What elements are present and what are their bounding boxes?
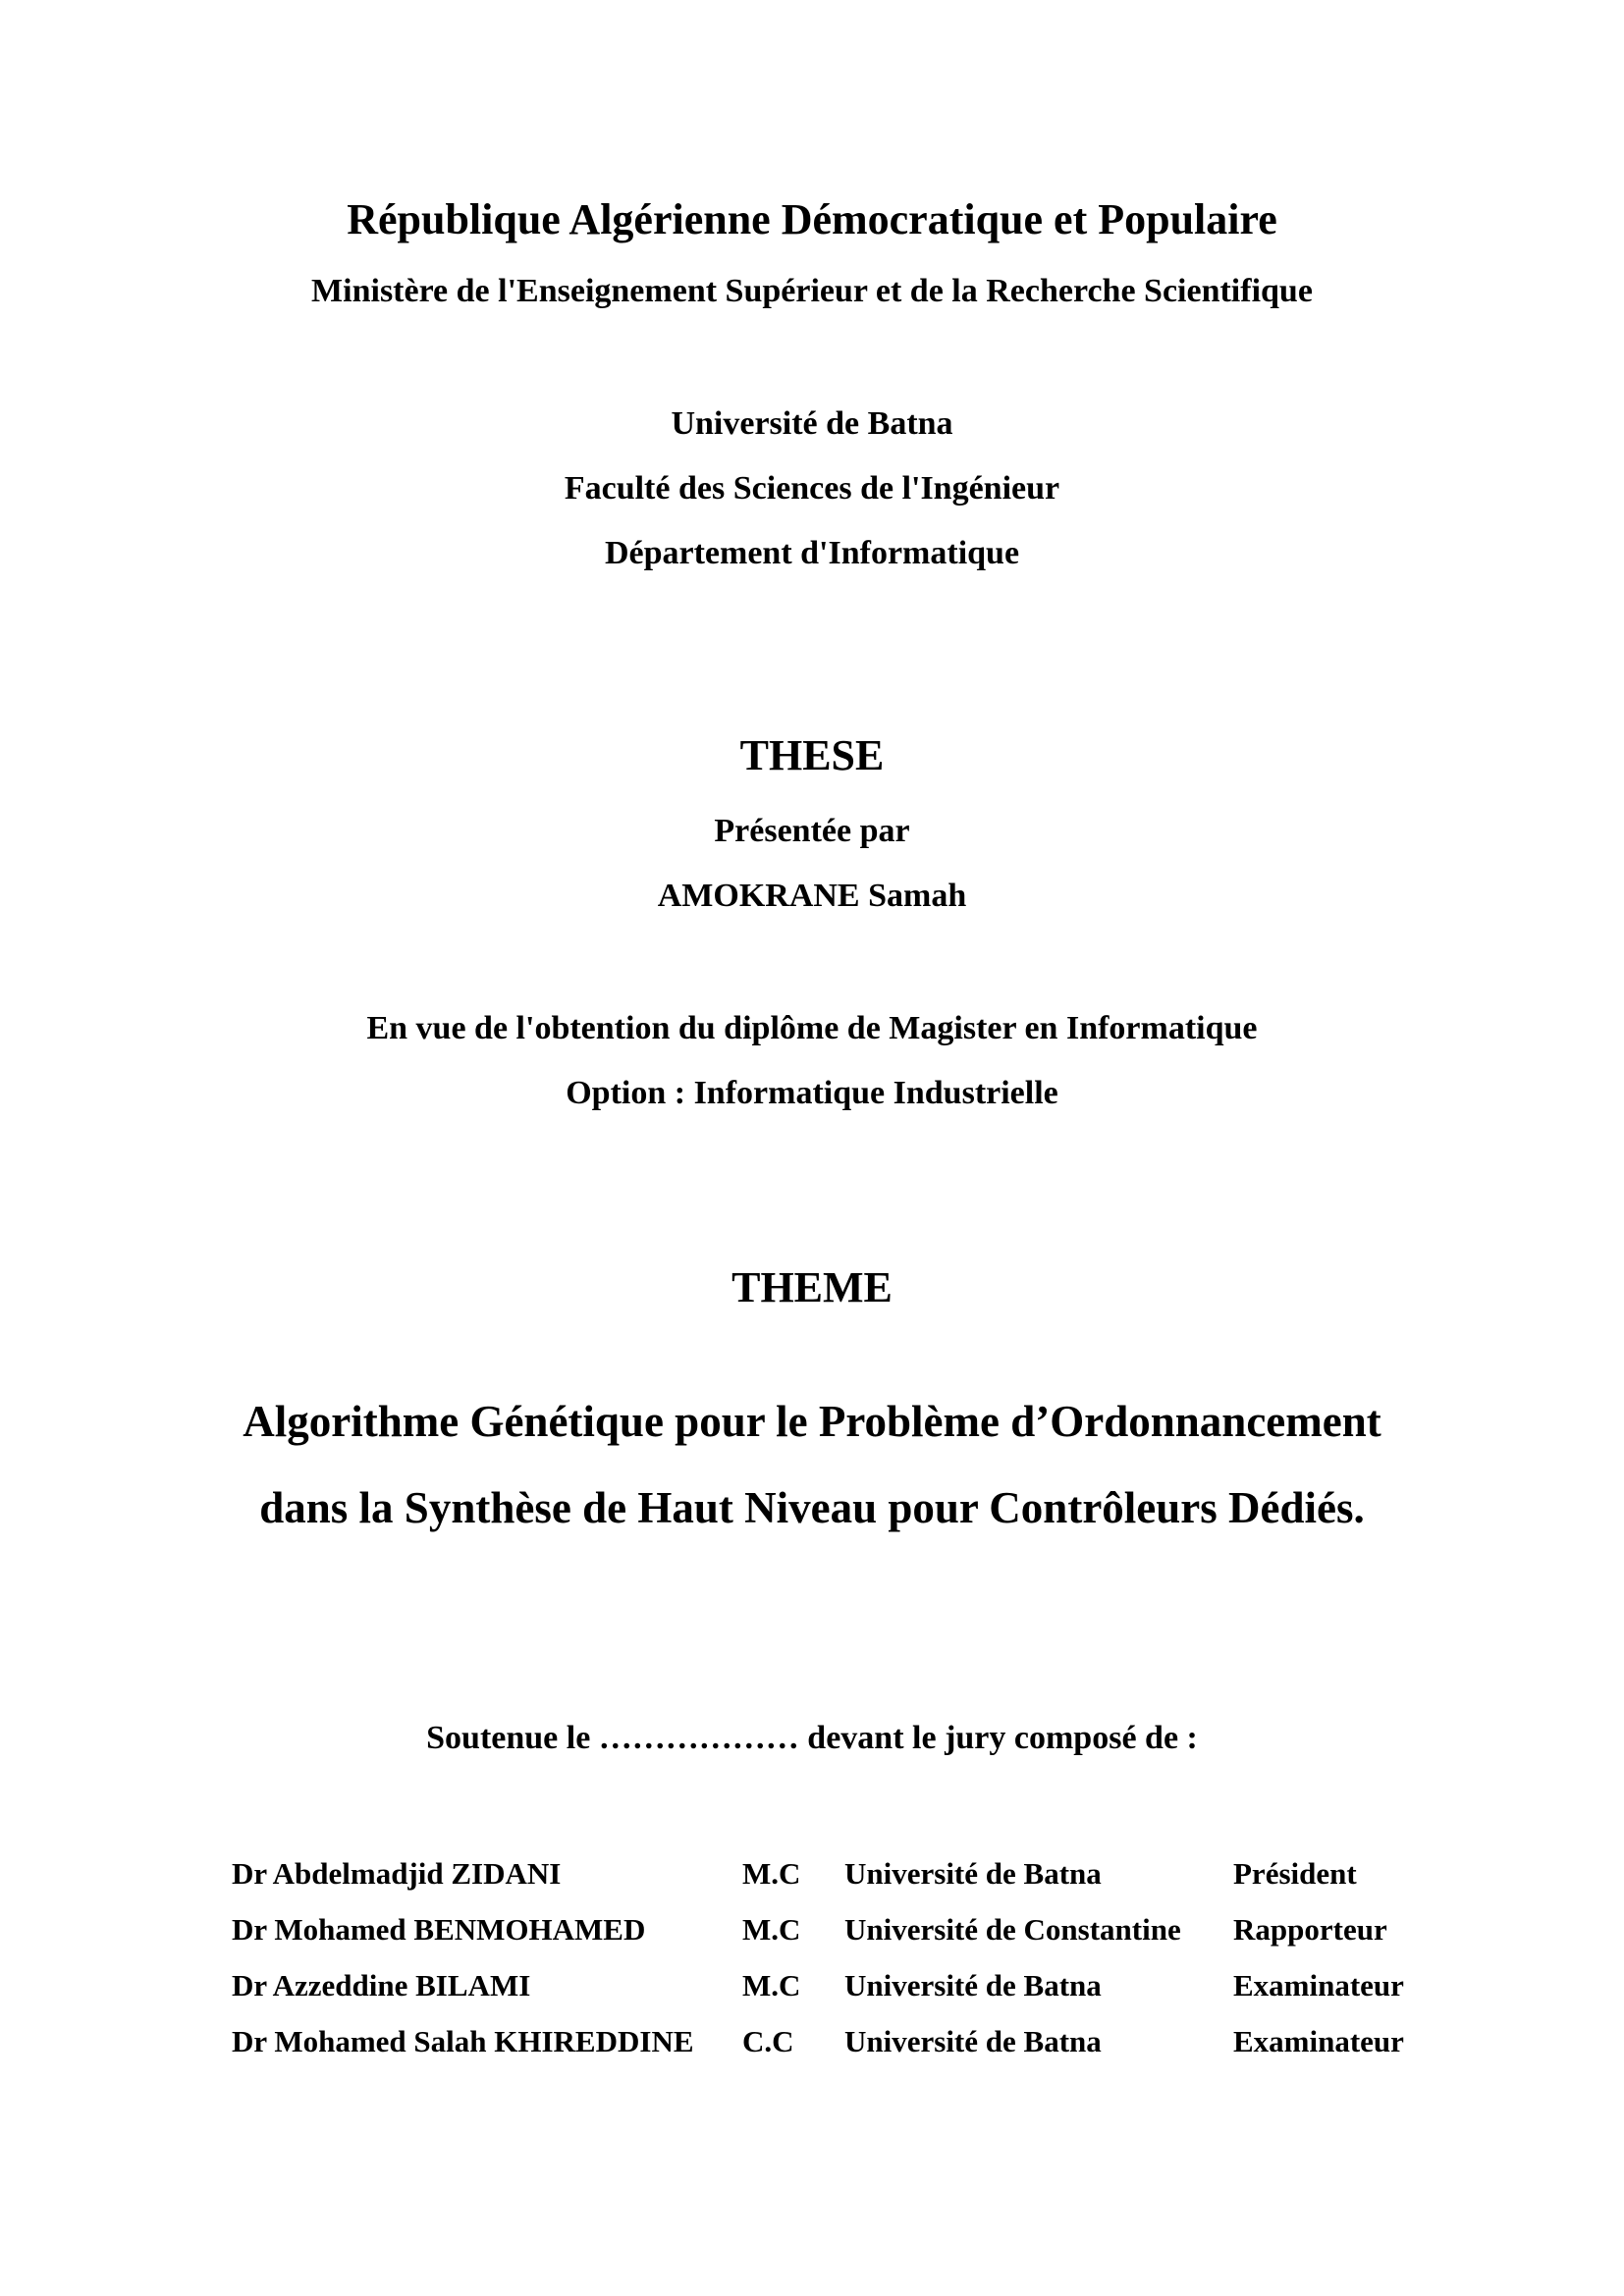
jury-member-name: Dr Mohamed BENMOHAMED bbox=[232, 1911, 646, 1947]
thesis-title-line-2: dans la Synthèse de Haut Niveau pour Contrôleurs Dédiés. bbox=[259, 1483, 1365, 1532]
jury-row bbox=[232, 1957, 1439, 2013]
thesis-title-line-1: Algorithme Génétique pour le Problème d’Ordonnancement bbox=[243, 1397, 1381, 1446]
jury-member-role: Rapporteur bbox=[1233, 1911, 1387, 1947]
defense-statement: Soutenue le ……………… devant le jury composé de : bbox=[426, 1720, 1198, 1756]
jury-member-university: Université de Batna bbox=[844, 1967, 1102, 2002]
jury-member-role: Président bbox=[1233, 1855, 1357, 1891]
presented-by: Présentée par bbox=[714, 813, 910, 849]
department-name: Département d'Informatique bbox=[604, 535, 1020, 571]
jury-member-grade: M.C bbox=[742, 1911, 801, 1947]
faculty-name: Faculté des Sciences de l'Ingénieur bbox=[564, 470, 1060, 507]
jury-member-university: Université de Constantine bbox=[844, 1911, 1181, 1947]
jury-member-grade: M.C bbox=[742, 1967, 801, 2002]
jury-member-university: Université de Batna bbox=[844, 2023, 1102, 2058]
republic-title: République Algérienne Démocratique et Populaire bbox=[347, 195, 1277, 243]
jury-row bbox=[232, 2013, 1439, 2069]
degree-statement: En vue de l'obtention du diplôme de Magister en Informatique bbox=[366, 1010, 1258, 1046]
jury-member-name: Dr Azzeddine BILAMI bbox=[232, 1967, 531, 2002]
jury-member-university: Université de Batna bbox=[844, 1855, 1102, 1891]
jury-member-name: Dr Mohamed Salah KHIREDDINE bbox=[232, 2023, 694, 2058]
university-name: Université de Batna bbox=[671, 405, 953, 442]
jury-member-grade: M.C bbox=[742, 1855, 801, 1891]
ministry-title: Ministère de l'Enseignement Supérieur et de la Recherche Scientifique bbox=[311, 273, 1313, 309]
jury-row bbox=[232, 1845, 1439, 1901]
jury-member-role: Examinateur bbox=[1233, 2023, 1404, 2058]
theme-label: THEME bbox=[731, 1263, 893, 1311]
jury-member-grade: C.C bbox=[742, 2023, 794, 2058]
thesis-label: THESE bbox=[739, 731, 885, 779]
jury-member-role: Examinateur bbox=[1233, 1967, 1404, 2002]
jury-row bbox=[232, 1901, 1439, 1957]
author-name: AMOKRANE Samah bbox=[657, 878, 967, 914]
option-statement: Option : Informatique Industrielle bbox=[566, 1075, 1058, 1111]
jury-table bbox=[232, 1845, 1439, 2069]
jury-member-name: Dr Abdelmadjid ZIDANI bbox=[232, 1855, 562, 1891]
